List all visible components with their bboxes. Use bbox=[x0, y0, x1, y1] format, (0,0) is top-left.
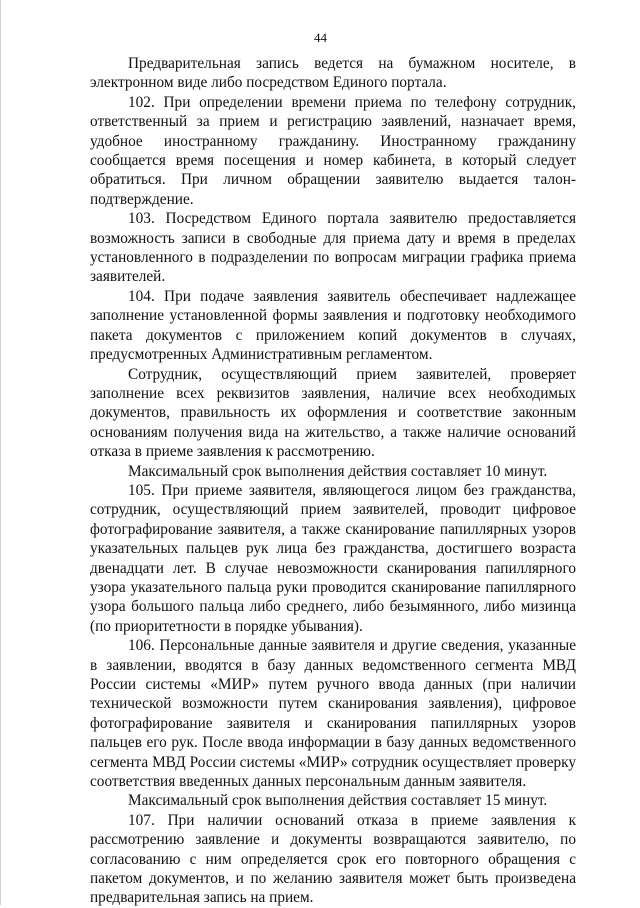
paragraph-103: 103. Посредством Единого портала заявителю предоставляется возможность записи в свободные для приема дату и время в пределах установленного в подразделении по вопросам миграции графика приема заявителей. bbox=[90, 210, 576, 286]
paragraph-105: 105. При приеме заявителя, являющегося лицом без гражданства, сотрудник, осуществляющий прием заявителей, проводит цифровое фотографирование заявителя, а также сканирование папиллярных узоров указательных пальцев рук лица без гражданства, достигшего возраста двенадцати лет. В случае невозможности сканирования папиллярного узора указательного пальца руки проводится сканирование папиллярного узора большого пальца либо среднего, либо безымянного, либо мизинца (по приоритетности в порядке убывания). bbox=[90, 481, 576, 635]
paragraph-104-check: Сотрудник, осуществляющий прием заявителей, проверяет заполнение всех реквизитов заявления, наличие всех необходимых документов, правильность их оформления и соответствие законным основаниям получения вида на жительство, а также наличие оснований отказа в приеме заявления к рассмотрению. bbox=[90, 365, 576, 461]
paragraph-106: 106. Персональные данные заявителя и другие сведения, указанные в заявлении, вводятся в базу данных ведомственного сегмента МВД России системы «МИР» путем ручного ввода данных (при наличии технической возможности путем сканирования заявления), цифровое фотографирование заявителя и сканирования папиллярных узоров пальцев его рук. После ввода информации в базу данных ведомственного сегмента МВД России системы «МИР» сотрудник осуществляет проверку соответствия введенных данных персональным данным заявителя. bbox=[90, 637, 576, 791]
page-number: 44 bbox=[314, 30, 327, 45]
paragraph-104: 104. При подаче заявления заявитель обеспечивает надлежащее заполнение установленной формы заявления и подготовку необходимого пакета документов с приложением копий документов в случаях, предусмотренных Административным регламентом. bbox=[90, 287, 576, 364]
paragraph-104-deadline: Максимальный срок выполнения действия составляет 10 минут. bbox=[128, 462, 548, 480]
paragraph-intro: Предварительная запись ведется на бумажном носителе, в электронном виде либо посредством Единого портала. bbox=[90, 55, 576, 92]
paragraph-102: 102. При определении времени приема по телефону сотрудник, ответственный за прием и регистрацию заявлений, назначает время, удобное иностранному гражданину. Иностранному гражданину сообщается время посещения и номер кабинета, в который следует обратиться. При личном обращении заявителю выдается талон-подтверждение. bbox=[90, 93, 576, 208]
document-body bbox=[90, 54, 576, 908]
paragraph-107: 107. При наличии оснований отказа в приеме заявления к рассмотрению заявление и документы возвращаются заявителю, по согласованию с ним определяется срок его повторного обращения с пакетом документов, и по желанию заявителя может быть произведена предварительная запись на прием. bbox=[90, 811, 576, 907]
paragraph-106-deadline: Максимальный срок выполнения действия составляет 15 минут. bbox=[128, 792, 548, 810]
